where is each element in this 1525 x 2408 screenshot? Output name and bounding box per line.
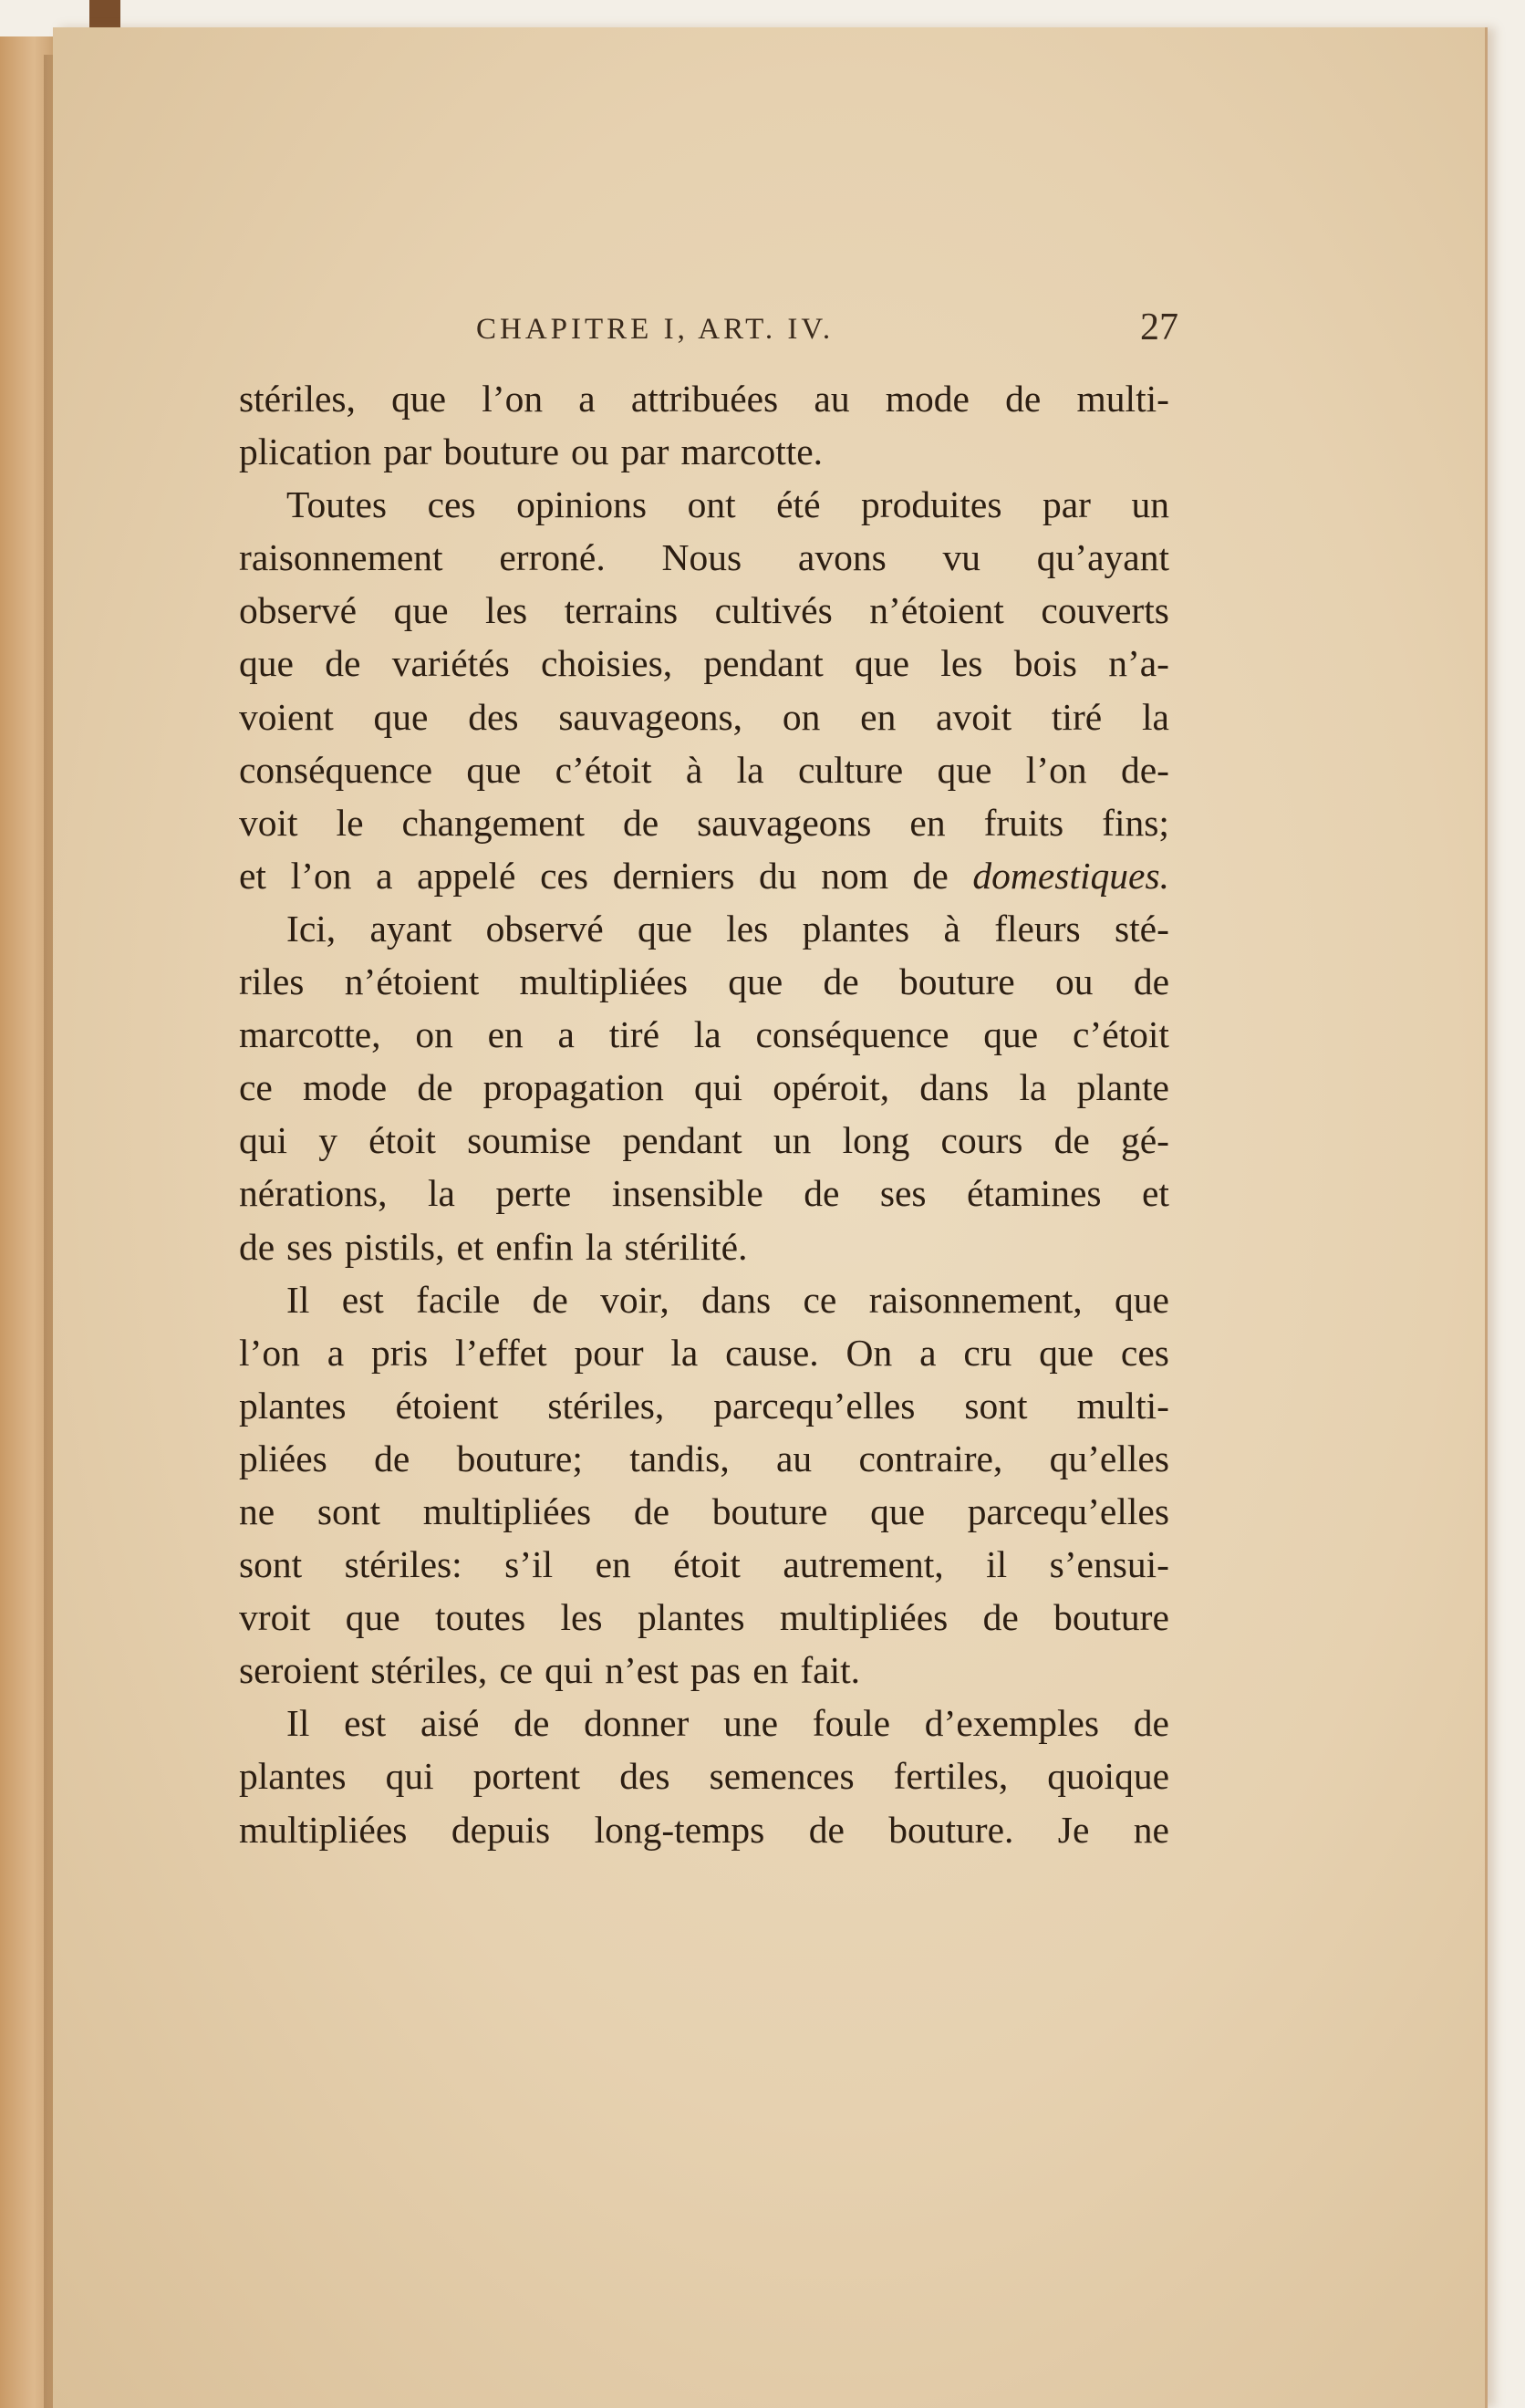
word: stériles,: [547, 1384, 665, 1427]
word: un: [773, 1119, 812, 1162]
word: par: [383, 431, 432, 473]
word: produites: [861, 483, 1002, 526]
word: que: [391, 378, 447, 420]
word: multipliées: [422, 1489, 592, 1532]
word: été: [776, 483, 821, 526]
word: de: [514, 1702, 550, 1745]
word: que: [983, 1013, 1039, 1056]
word: qui: [385, 1755, 434, 1798]
word: a: [557, 1013, 575, 1056]
word: pendant: [703, 642, 824, 685]
word: bois: [1013, 642, 1077, 685]
word: sauvageons,: [558, 695, 743, 738]
word: l’on: [482, 378, 544, 420]
word: Ici,: [286, 907, 337, 950]
word: On: [845, 1331, 893, 1374]
word: plantes: [802, 907, 910, 950]
word: a: [376, 854, 393, 897]
word: qu’elles: [1049, 1437, 1169, 1479]
page-number: 27: [1140, 306, 1178, 348]
word: que: [1114, 1278, 1169, 1321]
text-line: [239, 1061, 1169, 1114]
word: Il: [286, 1702, 310, 1745]
text-line: [239, 955, 1169, 1008]
word: à: [943, 907, 960, 950]
word: de: [804, 1172, 840, 1215]
word: fertiles,: [893, 1755, 1009, 1798]
word: de: [1133, 1702, 1169, 1745]
word: sté-: [1114, 907, 1169, 950]
word: stériles,: [239, 378, 356, 420]
word: la: [693, 1013, 721, 1056]
word: la: [427, 1172, 455, 1215]
word: riles: [239, 960, 305, 1003]
word: les: [940, 642, 983, 685]
word: et: [456, 1225, 484, 1268]
word: pendant: [622, 1119, 742, 1162]
word: il: [986, 1543, 1008, 1586]
word: que: [345, 1596, 400, 1639]
word: multipliées: [779, 1596, 949, 1639]
text-line: [239, 1485, 1169, 1538]
word: soumise: [467, 1119, 592, 1162]
text-line: [239, 1644, 1169, 1697]
word: opéroit,: [773, 1066, 890, 1109]
page-header: [421, 306, 1178, 351]
text-line: [239, 1273, 1169, 1326]
word: ont: [687, 483, 736, 526]
word: marcotte.: [680, 431, 824, 473]
word: stériles,: [370, 1649, 488, 1692]
text-line: [239, 1697, 1169, 1749]
word: avoit: [936, 695, 1012, 738]
word: bouture.: [888, 1808, 1014, 1851]
word: ce: [499, 1649, 534, 1692]
word: en: [909, 801, 946, 844]
word: conséquence: [755, 1013, 949, 1056]
word: de: [633, 1489, 670, 1532]
word: foule: [812, 1702, 891, 1745]
word: bouture: [898, 960, 1015, 1003]
word: cru: [963, 1331, 1012, 1374]
word: ses: [286, 1225, 333, 1268]
word: la: [670, 1331, 699, 1374]
word: parcequ’elles: [713, 1384, 916, 1427]
word: ne: [239, 1489, 275, 1532]
word: plication: [239, 431, 372, 473]
word: aisé: [420, 1702, 480, 1745]
word: qu’ayant: [1036, 536, 1169, 579]
word: Nous: [661, 536, 742, 579]
word: long: [842, 1119, 910, 1162]
word: qui: [694, 1066, 743, 1109]
word: bouture;: [456, 1437, 583, 1479]
word: enfin: [495, 1225, 574, 1268]
word: portent: [472, 1755, 581, 1798]
word: propagation: [482, 1066, 664, 1109]
word: des: [468, 695, 519, 738]
word: n’est: [605, 1649, 679, 1692]
word: parcequ’elles: [967, 1489, 1169, 1532]
word: dans: [919, 1066, 990, 1109]
word: de: [239, 1225, 275, 1268]
word: erroné.: [499, 536, 606, 579]
word: pris: [370, 1331, 429, 1374]
word: donner: [584, 1702, 690, 1745]
word: Toutes: [286, 483, 388, 526]
text-line: [239, 743, 1169, 796]
word: de-: [1120, 748, 1169, 791]
text-line: [239, 1379, 1169, 1432]
word: étamines: [967, 1172, 1102, 1215]
word: a: [578, 378, 596, 420]
word: étoit: [368, 1119, 436, 1162]
word: que: [637, 907, 692, 950]
word: observé: [239, 589, 358, 632]
word: de: [622, 801, 659, 844]
word: des: [619, 1755, 670, 1798]
word: un: [1131, 483, 1169, 526]
word: et: [239, 854, 266, 897]
text-line: [239, 637, 1169, 690]
word: de: [374, 1437, 410, 1479]
word: long-temps: [594, 1808, 765, 1851]
word: ce: [239, 1066, 273, 1109]
word: contraire,: [858, 1437, 1003, 1479]
word: attribuées: [630, 378, 779, 420]
text-line: [239, 1220, 1169, 1273]
word: conséquence: [239, 748, 432, 791]
text-line: [239, 796, 1169, 849]
word: y: [318, 1119, 337, 1162]
word: une: [723, 1702, 779, 1745]
word: stérilité.: [624, 1225, 748, 1268]
word: appelé: [417, 854, 516, 897]
word: ayant: [369, 907, 452, 950]
word: n’a-: [1108, 642, 1169, 685]
word: pistils,: [344, 1225, 445, 1268]
word: ce: [803, 1278, 837, 1321]
word: en: [595, 1543, 631, 1586]
word: la: [585, 1225, 613, 1268]
word: a: [327, 1331, 345, 1374]
word: la: [736, 748, 764, 791]
word: opinions: [516, 483, 648, 526]
text-line: [239, 1803, 1169, 1856]
word: ces: [427, 483, 476, 526]
word: variétés: [391, 642, 510, 685]
word: de: [808, 1808, 845, 1851]
text-line: [239, 1538, 1169, 1591]
word: la: [1019, 1066, 1047, 1109]
word: de: [532, 1278, 568, 1321]
word: plante: [1076, 1066, 1169, 1109]
word: ces: [540, 854, 589, 897]
word: multipliées: [519, 960, 688, 1003]
word: plantes: [239, 1384, 347, 1427]
word: que: [393, 589, 449, 632]
word: le: [336, 801, 364, 844]
word: voir,: [600, 1278, 669, 1321]
text-line: [239, 1114, 1169, 1167]
word: stériles:: [344, 1543, 462, 1586]
word: étoit: [673, 1543, 741, 1586]
word: de: [417, 1066, 453, 1109]
word: ses: [879, 1172, 927, 1215]
word: ne: [1133, 1808, 1169, 1851]
text-line: [239, 584, 1169, 637]
text-line: [239, 478, 1169, 531]
word: à: [685, 748, 703, 791]
word: semences: [709, 1755, 855, 1798]
text-line: [239, 1167, 1169, 1220]
text-line: [239, 372, 1169, 425]
word: sont: [316, 1489, 381, 1532]
word: terrains: [564, 589, 679, 632]
word: que: [728, 960, 783, 1003]
word: les: [485, 589, 528, 632]
word: mode: [885, 378, 970, 420]
word: ces: [1120, 1331, 1169, 1374]
word: derniers: [612, 854, 735, 897]
word: vroit: [239, 1596, 311, 1639]
word: nérations,: [239, 1172, 388, 1215]
word: sont: [964, 1384, 1028, 1427]
word: plantes: [239, 1755, 347, 1798]
word: marcotte,: [239, 1013, 381, 1056]
word: l’on: [239, 1331, 300, 1374]
word: depuis: [451, 1808, 551, 1851]
word: multi-: [1076, 1384, 1169, 1427]
word: mode: [302, 1066, 388, 1109]
word: tiré: [608, 1013, 660, 1056]
word: que: [466, 748, 522, 791]
word: tiré: [1051, 695, 1103, 738]
word: bouture: [443, 431, 559, 473]
word: raisonnement: [239, 536, 443, 579]
word: raisonnement,: [868, 1278, 1083, 1321]
word: qui: [239, 1119, 288, 1162]
word: de: [1005, 378, 1042, 420]
text-line: [239, 1749, 1169, 1802]
word: du: [759, 854, 797, 897]
word: de: [1053, 1119, 1090, 1162]
word: on: [782, 695, 821, 738]
word: pour: [574, 1331, 644, 1374]
word: Je: [1057, 1808, 1090, 1851]
word: c’étoit: [1072, 1013, 1169, 1056]
word: par: [1042, 483, 1091, 526]
word: l’effet: [455, 1331, 547, 1374]
text-line: [239, 690, 1169, 743]
word: couverts: [1041, 589, 1169, 632]
word: fins;: [1102, 801, 1169, 844]
word: au: [814, 378, 850, 420]
word: que: [239, 642, 294, 685]
word: changement: [401, 801, 585, 844]
word: gé-: [1120, 1119, 1169, 1162]
word: a: [919, 1331, 937, 1374]
word: bouture: [711, 1489, 828, 1532]
word: ou: [1055, 960, 1094, 1003]
word: toutes: [435, 1596, 526, 1639]
word: est: [341, 1278, 384, 1321]
word: autrement,: [783, 1543, 944, 1586]
word: plantes: [637, 1596, 745, 1639]
word: vu: [942, 536, 981, 579]
word: l’on: [290, 854, 352, 897]
word: c’étoit: [555, 748, 652, 791]
word: bouture: [1053, 1596, 1169, 1639]
word: qui: [545, 1649, 594, 1692]
word: culture: [797, 748, 904, 791]
word: facile: [416, 1278, 501, 1321]
word: que: [1039, 1331, 1094, 1374]
word: la: [1142, 695, 1169, 738]
word: choisies,: [541, 642, 673, 685]
word: en: [752, 1649, 789, 1692]
text-line: [239, 1432, 1169, 1485]
word: d’exemples: [924, 1702, 1100, 1745]
word: en: [487, 1013, 524, 1056]
text-line: [239, 902, 1169, 955]
word: en: [860, 695, 897, 738]
word: étoient: [395, 1384, 499, 1427]
word: que: [373, 695, 429, 738]
text-line: [239, 425, 1169, 478]
word: multipliées: [239, 1808, 408, 1851]
word: et: [1141, 1172, 1169, 1215]
word: l’on: [1025, 748, 1087, 791]
word: pas: [690, 1649, 742, 1692]
word: fruits: [983, 801, 1064, 844]
word: que: [870, 1489, 926, 1532]
word: n’étoient: [869, 589, 1004, 632]
word: ou: [571, 431, 609, 473]
word: cause.: [725, 1331, 819, 1374]
word: insensible: [611, 1172, 763, 1215]
word: est: [344, 1702, 387, 1745]
word: dans: [701, 1278, 772, 1321]
word: sauvageons: [697, 801, 872, 844]
word: voient: [239, 695, 334, 738]
word: perte: [495, 1172, 572, 1215]
text-line: [239, 531, 1169, 584]
word: n’étoient: [344, 960, 480, 1003]
text-line: [239, 849, 1169, 902]
word: multi-: [1076, 378, 1169, 420]
word: sont: [239, 1543, 303, 1586]
word: par: [620, 431, 669, 473]
word: de: [325, 642, 361, 685]
body-text: [239, 372, 1169, 1856]
word: voit: [239, 801, 298, 844]
word: nom: [821, 854, 888, 897]
word: quoique: [1047, 1755, 1169, 1798]
word: fleurs: [994, 907, 1081, 950]
running-head: CHAPITRE I, ART. IV.: [476, 313, 835, 346]
word: de: [1133, 960, 1169, 1003]
word: on: [415, 1013, 453, 1056]
word: tandis,: [629, 1437, 730, 1479]
word: que: [855, 642, 909, 685]
word: les: [560, 1596, 603, 1639]
word: de: [912, 854, 949, 897]
word: les: [726, 907, 769, 950]
word: observé: [485, 907, 604, 950]
word: pliées: [239, 1437, 327, 1479]
text-line: [239, 1591, 1169, 1644]
word: domestiques.: [972, 854, 1169, 897]
text-line: [239, 1008, 1169, 1061]
word: fait.: [800, 1649, 861, 1692]
word: Il: [286, 1278, 310, 1321]
word: de: [982, 1596, 1019, 1639]
word: cours: [940, 1119, 1023, 1162]
word: seroient: [239, 1649, 359, 1692]
text-line: [239, 1326, 1169, 1379]
word: avons: [797, 536, 887, 579]
word: que: [937, 748, 992, 791]
word: s’il: [504, 1543, 554, 1586]
word: au: [776, 1437, 813, 1479]
word: cultivés: [714, 589, 833, 632]
word: s’ensui-: [1049, 1543, 1169, 1586]
word: de: [823, 960, 859, 1003]
